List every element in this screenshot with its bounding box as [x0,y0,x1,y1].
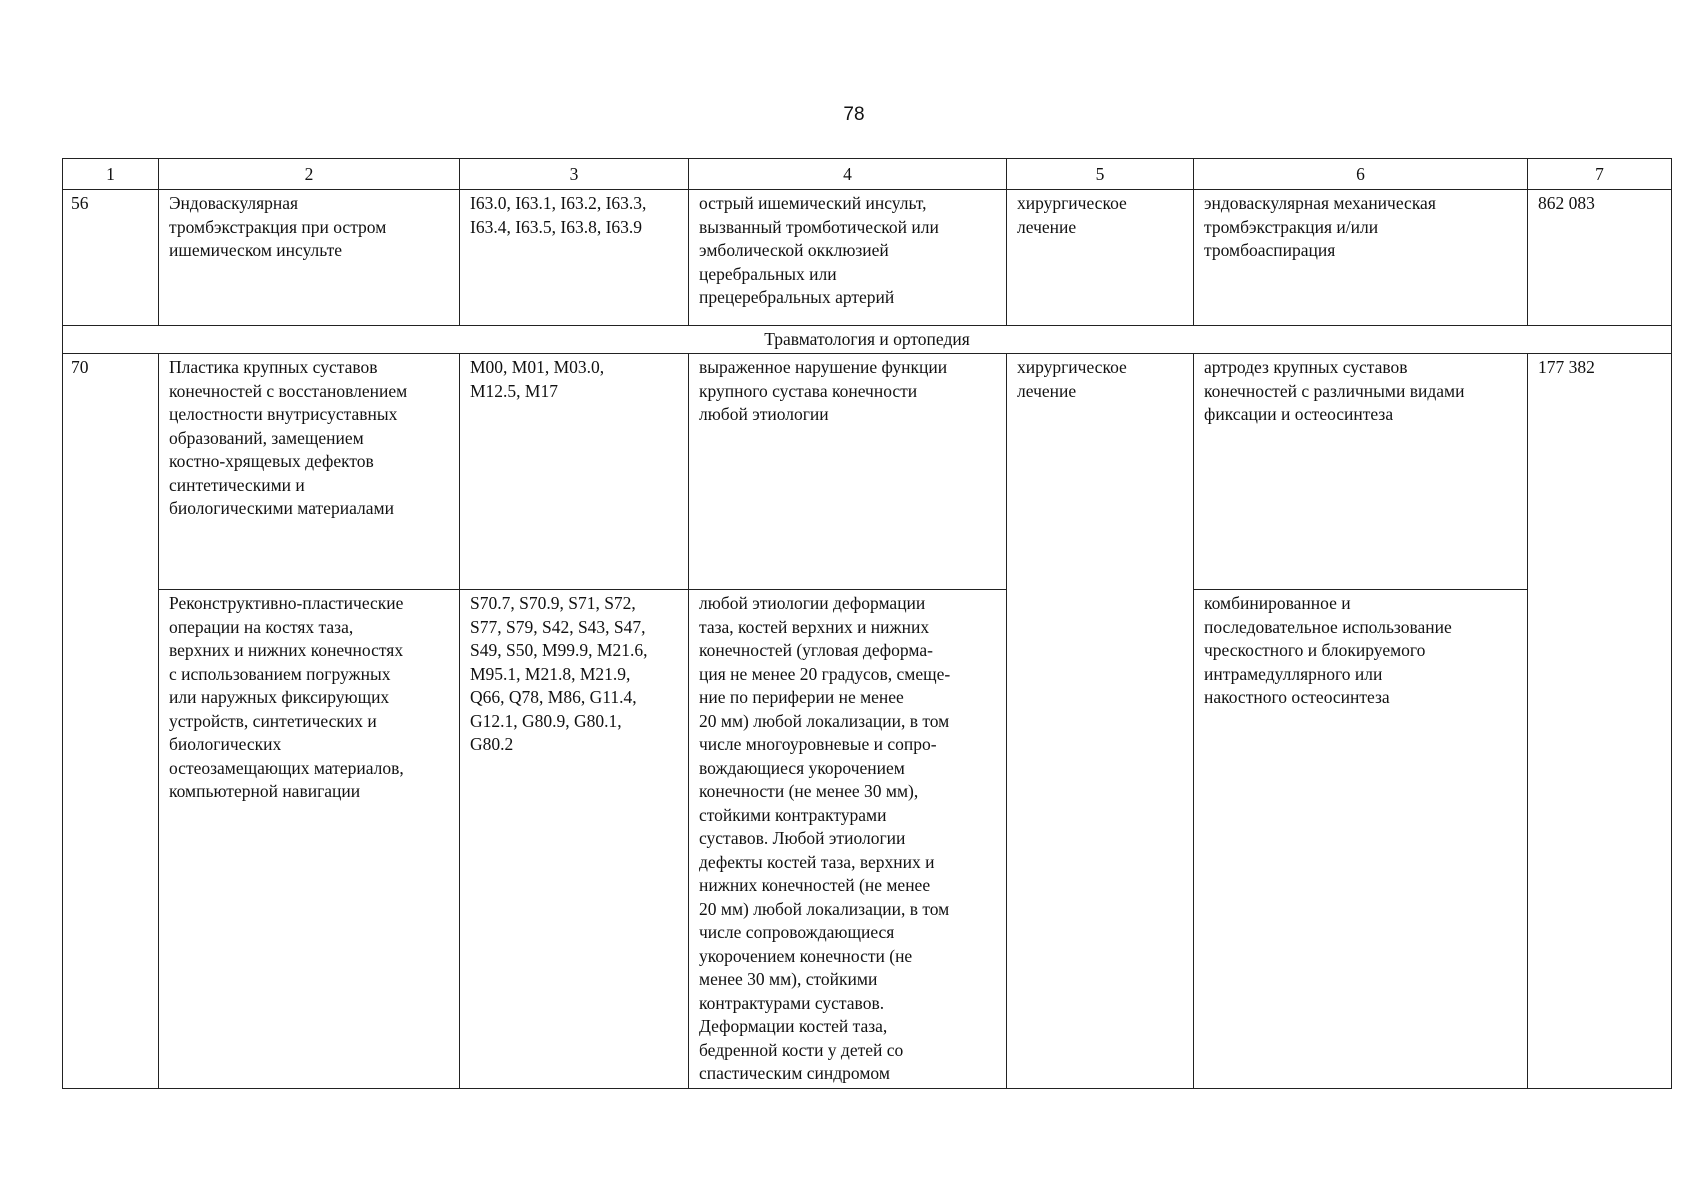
treatment-method: комбинированное и последовательное использование чрескостного и блокируемого интрамедуллярного или накостного остеосинтеза [1194,590,1528,1089]
column-header: 4 [689,159,1007,190]
table-header-row [63,159,1672,190]
cost-value: 862 083 [1528,190,1672,326]
diagnosis-codes: M00, M01, M03.0, M12.5, M17 [460,354,689,590]
column-header: 2 [159,159,460,190]
table-row [63,190,1672,326]
patient-condition: выраженное нарушение функции крупного сустава конечности любой этиологии [689,354,1007,590]
column-header: 6 [1194,159,1528,190]
patient-condition: острый ишемический инсульт, вызванный тромботической или эмболической окклюзией церебральных или прецеребральных артерий [689,190,1007,326]
column-header: 1 [63,159,159,190]
column-header: 5 [1007,159,1194,190]
section-row [63,326,1672,354]
row-number: 70 [63,354,159,1089]
row-number: 56 [63,190,159,326]
section-title: Травматология и ортопедия [63,326,1672,354]
treatment-type: хирургическое лечение [1007,354,1194,1089]
treatment-method: артродез крупных суставов конечностей с различными видами фиксации и остеосинтеза [1194,354,1528,590]
column-header: 3 [460,159,689,190]
patient-condition: любой этиологии деформации таза, костей верхних и нижних конечностей (угловая деформа- ция не менее 20 градусов, смеще- ние по периферии не менее 20 мм) любой локализации, в том числе многоуровневые и сопро- вождающиеся укорочением конечности (не менее 30 мм), стойкими контрактурами суставов. Любой этиологии дефекты костей таза, верхних и нижних конечностей (не менее 20 мм) любой локализации, в том числе сопровождающиеся укорочением конечности (не менее 30 мм), стойкими контрактурами суставов. Деформации костей таза, бедренной кости у детей со спастическим синдромом [689,590,1007,1089]
treatment-method: эндоваскулярная механическая тромбэкстракция и/или тромбоаспирация [1194,190,1528,326]
service-name: Эндоваскулярная тромбэкстракция при остром ишемическом инсульте [159,190,460,326]
column-header: 7 [1528,159,1672,190]
service-name: Реконструктивно-пластические операции на костях таза, верхних и нижних конечностях с использованием погружных или наружных фиксирующих устройств, синтетических и биологических остеозамещающих материалов, компьютерной навигации [159,590,460,1089]
service-name: Пластика крупных суставов конечностей с восстановлением целостности внутрисуставных образований, замещением костно-хрящевых дефектов синтетическими и биологическими материалами [159,354,460,590]
table-row [63,354,1672,590]
services-table [62,158,1672,1089]
page-number: 78 [843,104,865,125]
diagnosis-codes: S70.7, S70.9, S71, S72, S77, S79, S42, S43, S47, S49, S50, M99.9, M21.6, M95.1, M21.8, M21.9, Q66, Q78, M86, G11.4, G12.1, G80.9, G80.1, G80.2 [460,590,689,1089]
table-row [63,590,1672,1089]
diagnosis-codes: I63.0, I63.1, I63.2, I63.3, I63.4, I63.5, I63.8, I63.9 [460,190,689,326]
treatment-type: хирургическое лечение [1007,190,1194,326]
cost-value: 177 382 [1528,354,1672,1089]
